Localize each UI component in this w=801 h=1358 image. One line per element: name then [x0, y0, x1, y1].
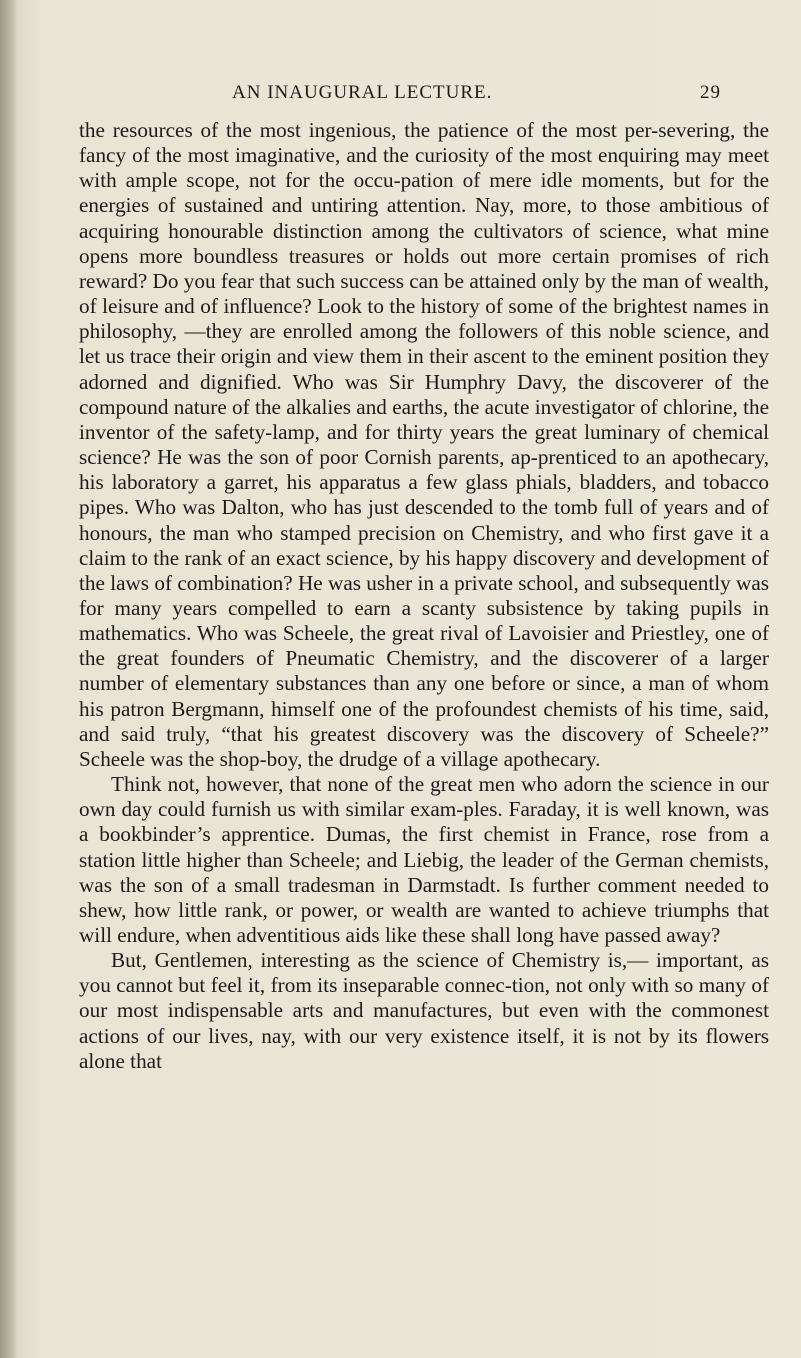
paragraph: the resources of the most ingenious, the patience of the most per-severing, the fancy of the most imaginative, and the curiosity of the most enquiring may meet with ample scope, not for the occu-pation of mere idle moments, but for the energies of sustained and untiring attention. Nay, more, to those ambitious of acquiring honourable distinction among the cultivators of science, what mine opens more boundless treasures or holds out more certain promises of rich reward? Do you fear that such success can be attained only by the man of wealth, of leisure and of influence? Look to the history of some of the brightest names in philosophy, —they are enrolled among the followers of this noble science, and let us trace their origin and view them in their ascent to the eminent position they adorned and dignified. Who was Sir Humphry Davy, the discoverer of the compound nature of the alkalies and earths, the acute investigator of chlorine, the inventor of the safety-lamp, and for thirty years the great luminary of chemical science? He was the son of poor Cornish parents, ap-prenticed to an apothecary, his laboratory a garret, his apparatus a few glass phials, bladders, and tobacco pipes. Who was Dalton, who has just descended to the tomb full of years and of honours, the man who stamped precision on Chemistry, and who first gave it a claim to the rank of an exact science, by his happy discovery and development of the laws of combination? He was usher in a private school, and subsequently was for many years compelled to earn a scanty subsistence by taking pupils in mathematics. Who was Scheele, the great rival of Lavoisier and Priestley, one of the great founders of Pneumatic Chemistry, and the discoverer of a larger number of elementary substances than any one before or since, a man of whom his patron Bergmann, himself one of the profoundest chemists of his time, said, and said truly, “that his greatest discovery was the discovery of Scheele?” Scheele was the shop-boy, the drudge of a village apothecary.	[79, 118, 769, 771]
running-head	[0, 82, 801, 108]
page-number: 29	[700, 82, 721, 103]
page-gutter-shadow	[0, 0, 18, 1358]
paragraph: But, Gentlemen, interesting as the science of Chemistry is,— important, as you cannot but feel it, from its inseparable connec-tion, not only with so many of our most indispensable arts and manufactures, but even with the commonest actions of our lives, nay, with our very existence itself, it is not by its flowers alone that	[79, 948, 769, 1073]
paragraph: Think not, however, that none of the great men who adorn the science in our own day could furnish us with similar exam-ples. Faraday, it is well known, was a bookbinder’s apprentice. Dumas, the first chemist in France, rose from a station little higher than Scheele; and Liebig, the leader of the German chemists, was the son of a small tradesman in Darmstadt. Is further comment needed to shew, how little rank, or power, or wealth are wanted to achieve triumphs that will endure, when adventitious aids like these shall long have passed away?	[79, 772, 769, 947]
body-text	[79, 118, 769, 1074]
running-title: AN INAUGURAL LECTURE.	[232, 82, 493, 103]
